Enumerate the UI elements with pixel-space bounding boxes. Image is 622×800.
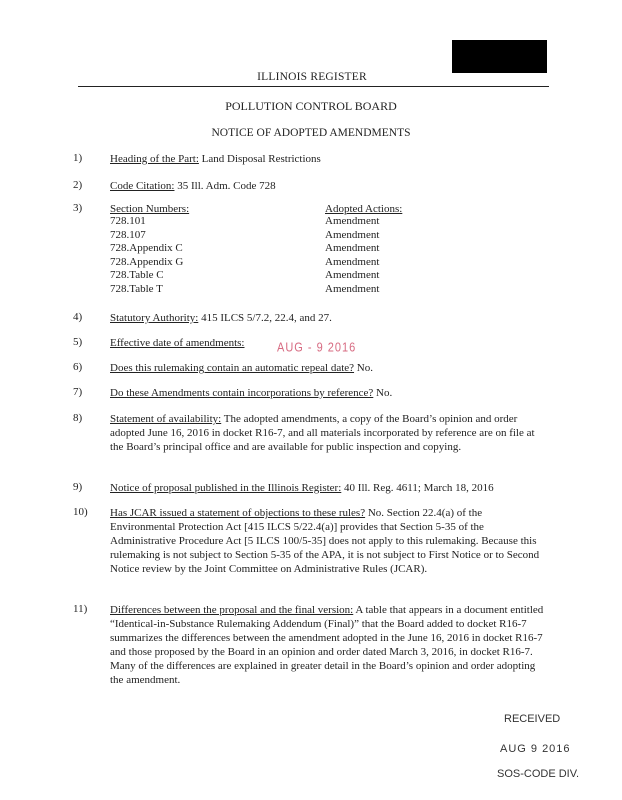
item-number: 9) [73, 481, 83, 493]
item-jcar [110, 506, 550, 576]
item-label: Has JCAR issued a statement of objections to these rules? [110, 507, 366, 519]
item-heading [110, 152, 550, 166]
item-number: 7) [73, 386, 83, 398]
item-code-citation [110, 179, 550, 193]
item-label: Statement of availability: [110, 413, 222, 425]
effective-date-stamp: AUG - 9 2016 [277, 341, 357, 355]
adopted-action: Amendment [325, 255, 380, 268]
item-label: Notice of proposal published in the Illinois Register: [110, 482, 342, 494]
item-number: 2) [73, 179, 83, 191]
item-text: 40 Ill. Reg. 4611; March 18, 2016 [344, 482, 494, 494]
section-number: 728.101 [110, 215, 146, 227]
section-number: 728.107 [110, 228, 146, 241]
adopted-action: Amendment [325, 269, 380, 282]
redaction-box [452, 40, 547, 73]
received-stamp: RECEIVED [504, 713, 561, 725]
adopted-actions-label: Adopted Actions: [325, 203, 403, 215]
item-label: Code Citation: [110, 180, 175, 192]
action-list [325, 215, 445, 297]
item-notice-of-proposal [110, 481, 550, 495]
item-label: Differences between the proposal and the final version: [110, 604, 354, 616]
item-label: Does this rulemaking contain an automatic repeal date? [110, 362, 355, 374]
item-label: Statutory Authority: [110, 312, 199, 324]
received-date: AUG 9 2016 [500, 743, 571, 755]
section-number: 728.Appendix C [110, 242, 183, 255]
item-number: 5) [73, 336, 83, 348]
item-number: 10) [73, 506, 88, 518]
item-text: The adopted amendments, a copy of the Board’s opinion and order adopted June 16, 2016 in docket R16-7, and all materials incorporated by reference are on file at the Board’s principal office and are available for public inspection and copying. [110, 413, 535, 453]
item-text: No. [376, 387, 393, 399]
item-incorporations [110, 386, 550, 400]
item-text: Land Disposal Restrictions [201, 153, 321, 165]
notice-title: NOTICE OF ADOPTED AMENDMENTS [211, 127, 411, 139]
item-differences [110, 603, 550, 687]
adopted-action: Amendment [325, 215, 380, 227]
section-number: 728.Table T [110, 282, 163, 295]
item-availability [110, 412, 550, 454]
item-number: 1) [73, 152, 83, 164]
section-number: 728.Appendix G [110, 255, 184, 268]
item-text: 415 ILCS 5/7.2, 22.4, and 27. [201, 312, 332, 324]
item-label: Do these Amendments contain incorporations by reference? [110, 387, 374, 399]
item-label: Heading of the Part: [110, 153, 199, 165]
item-repeal-date [110, 361, 550, 375]
section-numbers-label: Section Numbers: [110, 203, 190, 215]
received-division: SOS-CODE DIV. [497, 768, 580, 780]
item-number: 6) [73, 361, 83, 373]
register-header: ILLINOIS REGISTER [257, 71, 367, 83]
item-text: A table that appears in a document entitled “Identical-in-Substance Rulemaking Addendum (Final)” that the Board added to docket R16-7 summarizes the differences between the amendment adopted in the June 16, 2016 in docket R16-7 and those proposed by the Board in an opinion and order dated March 3, 2016, in docket R16-7. Many of the differences are explained in greater detail in the Board’s opinion and order adopting the amendment. [110, 604, 544, 686]
adopted-action: Amendment [325, 228, 380, 241]
item-text: No. Section 22.4(a) of the Environmental Protection Act [415 ILCS 5/22.4(a)] provides that Section 5-35 of the Administrative Procedure Act [5 ILCS 100/5-35] does not apply to this rulemaking. Because this rulemaking is not subject to Section 5-35 of the APA, it is not subject to First Notice or to Second Notice review by the Joint Committee on Administrative Rules (JCAR). [110, 507, 540, 575]
item-text: 35 Ill. Adm. Code 728 [177, 180, 276, 192]
adopted-action: Amendment [325, 242, 380, 255]
section-number: 728.Table C [110, 269, 164, 282]
adopted-action: Amendment [325, 282, 380, 295]
item-statutory-authority [110, 311, 550, 325]
item-number: 4) [73, 311, 83, 323]
item-number: 8) [73, 412, 83, 424]
item-label: Effective date of amendments: [110, 337, 245, 349]
header-rule [78, 86, 549, 87]
item-number: 11) [73, 603, 88, 615]
board-title: POLLUTION CONTROL BOARD [225, 99, 397, 113]
section-list [110, 215, 230, 297]
item-text: No. [356, 362, 373, 374]
item-number: 3) [73, 202, 83, 214]
